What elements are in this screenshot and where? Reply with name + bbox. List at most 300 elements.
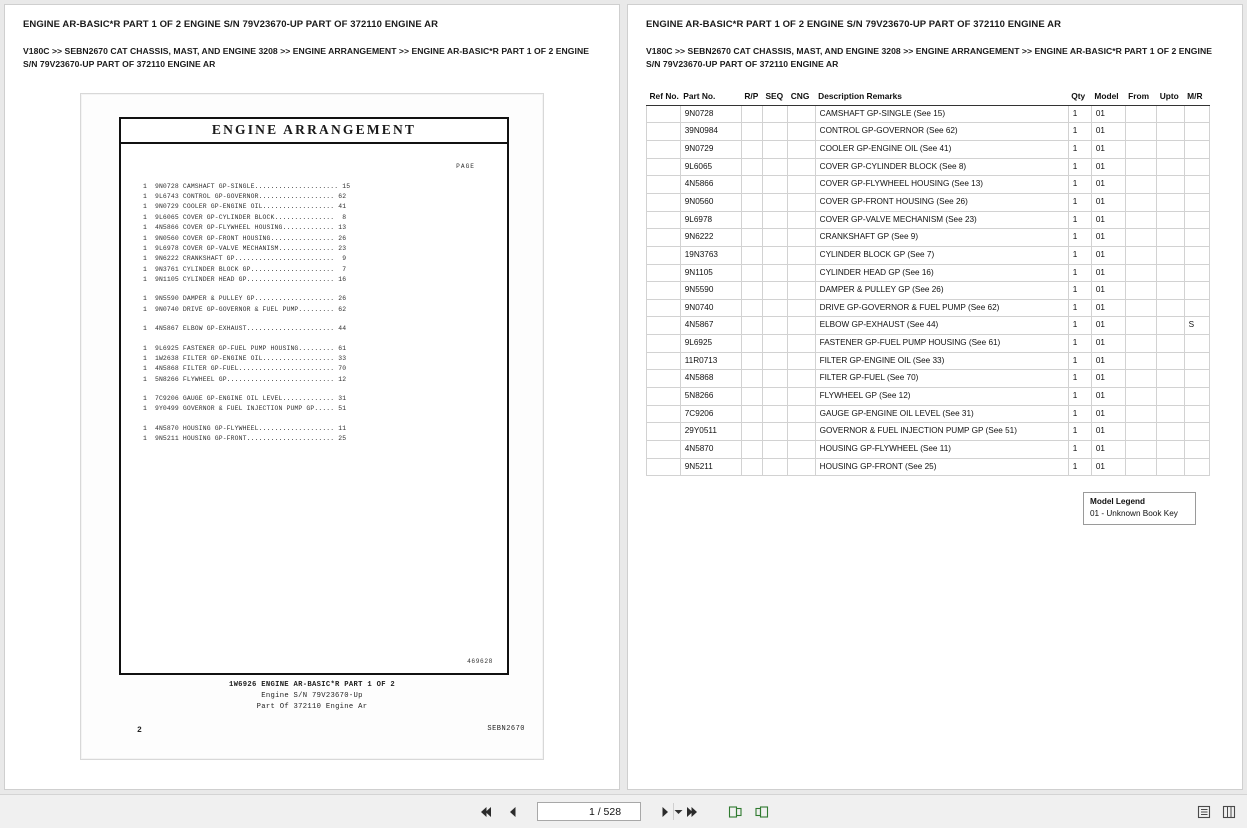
cell-part-no: 9N5590 [680, 282, 741, 300]
cell-seq [762, 458, 787, 476]
cell-part-no: 9N0729 [680, 140, 741, 158]
scan-index-line: 1 9N1105 CYLINDER HEAD GP...................... 16 [143, 276, 347, 284]
cell-qty: 1 [1068, 229, 1091, 247]
cell-ref-no [647, 317, 681, 335]
cell-description: HOUSING GP-FRONT (See 25) [815, 458, 1068, 476]
cell-cng [788, 317, 815, 335]
cell-cng [788, 335, 815, 353]
table-row[interactable] [647, 193, 1210, 211]
cell-seq [762, 282, 787, 300]
cell-from [1125, 299, 1157, 317]
cell-part-no: 11R0713 [680, 352, 741, 370]
cell-seq [762, 370, 787, 388]
scan-index-line: 1 4N5868 FILTER GP-FUEL........................ 70 [143, 365, 347, 373]
scan-index-line: 1 9L6925 FASTENER GP-FUEL PUMP HOUSING......... 61 [143, 344, 347, 352]
cell-cng [788, 211, 815, 229]
cell-from [1125, 317, 1157, 335]
cell-upto [1157, 229, 1184, 247]
cell-model: 01 [1091, 105, 1125, 123]
table-row[interactable] [647, 317, 1210, 335]
cell-description: COOLER GP-ENGINE OIL (See 41) [815, 140, 1068, 158]
table-row[interactable] [647, 335, 1210, 353]
cell-cng [788, 352, 815, 370]
cell-model: 01 [1091, 264, 1125, 282]
cell-seq [762, 388, 787, 406]
cell-rp [741, 388, 762, 406]
cell-mr [1184, 282, 1209, 300]
cell-rp [741, 458, 762, 476]
scan-index-line: 1 9N6222 CRANKSHAFT GP......................... 9 [143, 255, 347, 263]
cell-description: ELBOW GP-EXHAUST (See 44) [815, 317, 1068, 335]
cell-qty: 1 [1068, 388, 1091, 406]
cell-cng [788, 299, 815, 317]
cell-description: FASTENER GP-FUEL PUMP HOUSING (See 61) [815, 335, 1068, 353]
cell-qty: 1 [1068, 193, 1091, 211]
cell-part-no: 9N6222 [680, 229, 741, 247]
cell-upto [1157, 282, 1184, 300]
cell-mr [1184, 140, 1209, 158]
cell-part-no: 29Y0511 [680, 423, 741, 441]
column-header-upto[interactable]: Upto [1157, 91, 1184, 106]
cell-ref-no [647, 140, 681, 158]
cell-seq [762, 140, 787, 158]
cell-from [1125, 193, 1157, 211]
left-page-pane[interactable] [4, 4, 620, 790]
cell-ref-no [647, 105, 681, 123]
cell-seq [762, 405, 787, 423]
cell-seq [762, 441, 787, 459]
cell-description: COVER GP-FLYWHEEL HOUSING (See 13) [815, 176, 1068, 194]
cell-ref-no [647, 211, 681, 229]
cell-model: 01 [1091, 211, 1125, 229]
cell-rp [741, 193, 762, 211]
cell-rp [741, 370, 762, 388]
cell-rp [741, 158, 762, 176]
bookmarks-panel-icon[interactable] [1195, 803, 1212, 820]
cell-description: DAMPER & PULLEY GP (See 26) [815, 282, 1068, 300]
cell-description: CAMSHAFT GP-SINGLE (See 15) [815, 105, 1068, 123]
scan-index-line: 1 7C9206 GAUGE GP-ENGINE OIL LEVEL............. 31 [143, 395, 347, 403]
scan-page-column-label: PAGE [456, 162, 475, 170]
cell-upto [1157, 176, 1184, 194]
cell-rp [741, 299, 762, 317]
cell-description: FLYWHEEL GP (See 12) [815, 388, 1068, 406]
scan-caption-line-3: Part Of 372110 Engine Ar [256, 702, 368, 711]
table-row[interactable] [647, 123, 1210, 141]
cell-rp [741, 441, 762, 459]
cell-part-no: 9L6925 [680, 335, 741, 353]
cell-model: 01 [1091, 229, 1125, 247]
cell-qty: 1 [1068, 370, 1091, 388]
cell-upto [1157, 158, 1184, 176]
parts-table-header [647, 91, 1210, 106]
cell-ref-no [647, 282, 681, 300]
cell-description: CYLINDER HEAD GP (See 16) [815, 264, 1068, 282]
cell-rp [741, 211, 762, 229]
cell-upto [1157, 211, 1184, 229]
cell-rp [741, 140, 762, 158]
cell-description: DRIVE GP-GOVERNOR & FUEL PUMP (See 62) [815, 299, 1068, 317]
cell-from [1125, 388, 1157, 406]
cell-mr [1184, 388, 1209, 406]
parts-table-body [647, 105, 1210, 476]
cell-model: 01 [1091, 335, 1125, 353]
cell-mr [1184, 193, 1209, 211]
cell-ref-no [647, 370, 681, 388]
cell-mr [1184, 246, 1209, 264]
cell-model: 01 [1091, 246, 1125, 264]
cell-description: CYLINDER BLOCK GP (See 7) [815, 246, 1068, 264]
cell-rp [741, 423, 762, 441]
cell-from [1125, 105, 1157, 123]
cell-seq [762, 423, 787, 441]
scan-index-line: 1 4N5866 COVER GP-FLYWHEEL HOUSING............. 13 [143, 224, 347, 232]
cell-model: 01 [1091, 370, 1125, 388]
first-page-button[interactable] [478, 803, 495, 820]
cell-upto [1157, 388, 1184, 406]
cell-description: FILTER GP-ENGINE OIL (See 33) [815, 352, 1068, 370]
cell-from [1125, 282, 1157, 300]
scan-heading-bar [121, 119, 507, 144]
cell-qty: 1 [1068, 441, 1091, 459]
cell-rp [741, 317, 762, 335]
cell-rp [741, 229, 762, 247]
cell-qty: 1 [1068, 458, 1091, 476]
table-row[interactable] [647, 370, 1210, 388]
cell-description: FILTER GP-FUEL (See 70) [815, 370, 1068, 388]
cell-ref-no [647, 246, 681, 264]
cell-qty: 1 [1068, 123, 1091, 141]
cell-cng [788, 229, 815, 247]
cell-cng [788, 123, 815, 141]
scan-book-number: SEBN2670 [487, 724, 525, 733]
cell-part-no: 9N1105 [680, 264, 741, 282]
cell-part-no: 9L6065 [680, 158, 741, 176]
cell-qty: 1 [1068, 317, 1091, 335]
cell-part-no: 19N3763 [680, 246, 741, 264]
cell-model: 01 [1091, 405, 1125, 423]
cell-cng [788, 405, 815, 423]
cell-mr [1184, 158, 1209, 176]
cell-mr: S [1184, 317, 1209, 335]
cell-mr [1184, 335, 1209, 353]
scan-index-line: 1 9Y0499 GOVERNOR & FUEL INJECTION PUMP GP..... 51 [143, 405, 347, 413]
cell-description: GAUGE GP-ENGINE OIL LEVEL (See 31) [815, 405, 1068, 423]
scan-index-line: 1 9N0729 COOLER GP-ENGINE OIL.................. 41 [143, 203, 347, 211]
scan-spacer [143, 335, 485, 344]
single-page-view-icon[interactable] [727, 803, 744, 820]
cell-part-no: 4N5867 [680, 317, 741, 335]
cell-rp [741, 335, 762, 353]
cell-part-no: 39N0984 [680, 123, 741, 141]
table-row[interactable] [647, 441, 1210, 459]
cell-qty: 1 [1068, 158, 1091, 176]
cell-cng [788, 370, 815, 388]
scan-index-line: 1 4N5870 HOUSING GP-FLYWHEEL................... 11 [143, 424, 347, 432]
cell-description: GOVERNOR & FUEL INJECTION PUMP GP (See 51) [815, 423, 1068, 441]
cell-part-no: 9N0740 [680, 299, 741, 317]
cell-rp [741, 176, 762, 194]
cell-from [1125, 158, 1157, 176]
cell-upto [1157, 370, 1184, 388]
cell-ref-no [647, 123, 681, 141]
cell-cng [788, 423, 815, 441]
scan-index-line: 1 9L6978 COVER GP-VALVE MECHANISM.............. 23 [143, 244, 347, 252]
cell-description: CRANKSHAFT GP (See 9) [815, 229, 1068, 247]
column-header-part-no[interactable]: Part No. [680, 91, 741, 106]
cell-ref-no [647, 158, 681, 176]
cell-model: 01 [1091, 317, 1125, 335]
column-header-description[interactable]: Description Remarks [815, 91, 1068, 106]
cell-from [1125, 370, 1157, 388]
table-row[interactable] [647, 176, 1210, 194]
cell-mr [1184, 458, 1209, 476]
table-row[interactable] [647, 158, 1210, 176]
cell-cng [788, 458, 815, 476]
cell-part-no: 5N8266 [680, 388, 741, 406]
table-row[interactable] [647, 229, 1210, 247]
cell-ref-no [647, 423, 681, 441]
cell-mr [1184, 176, 1209, 194]
cell-from [1125, 211, 1157, 229]
scan-index-line: 1 1W2638 FILTER GP-ENGINE OIL.................. 33 [143, 354, 347, 362]
cell-part-no: 9L6978 [680, 211, 741, 229]
scan-index-line: 1 9N0560 COVER GP-FRONT HOUSING................ 26 [143, 234, 347, 242]
scan-heading-text: ENGINE ARRANGEMENT [211, 122, 417, 138]
cell-model: 01 [1091, 140, 1125, 158]
cell-cng [788, 105, 815, 123]
cell-description: COVER GP-VALVE MECHANISM (See 23) [815, 211, 1068, 229]
scan-index-line: 1 9N3761 CYLINDER BLOCK GP..................... 7 [143, 265, 347, 273]
cell-model: 01 [1091, 299, 1125, 317]
scan-index-block-3 [143, 324, 485, 334]
column-header-ref-no[interactable]: Ref No. [647, 91, 681, 106]
cell-upto [1157, 441, 1184, 459]
scan-index-block-6 [143, 424, 485, 445]
cell-qty: 1 [1068, 335, 1091, 353]
table-row[interactable] [647, 282, 1210, 300]
cell-rp [741, 405, 762, 423]
cell-ref-no [647, 388, 681, 406]
cell-upto [1157, 423, 1184, 441]
column-header-model[interactable]: Model [1091, 91, 1125, 106]
table-row[interactable] [647, 105, 1210, 123]
scan-index-line: 1 4N5867 ELBOW GP-EXHAUST...................... 44 [143, 325, 347, 333]
cell-from [1125, 264, 1157, 282]
scan-spacer [143, 415, 485, 424]
cell-ref-no [647, 352, 681, 370]
cell-seq [762, 105, 787, 123]
page-title-right: ENGINE AR-BASIC*R PART 1 OF 2 ENGINE S/N 79V23670-UP PART OF 372110 ENGINE AR [646, 19, 1062, 30]
column-header-qty[interactable]: Qty [1068, 91, 1091, 106]
cell-from [1125, 441, 1157, 459]
scan-caption-line-1: 1W6926 ENGINE AR-BASIC*R PART 1 OF 2 [228, 680, 396, 689]
cell-model: 01 [1091, 282, 1125, 300]
model-legend [1083, 492, 1196, 525]
cell-upto [1157, 405, 1184, 423]
table-row[interactable] [647, 246, 1210, 264]
cell-upto [1157, 105, 1184, 123]
last-page-button[interactable] [683, 803, 700, 820]
cell-from [1125, 176, 1157, 194]
cell-seq [762, 246, 787, 264]
cell-ref-no [647, 458, 681, 476]
cell-qty: 1 [1068, 405, 1091, 423]
cell-qty: 1 [1068, 176, 1091, 194]
scan-index-line: 1 9N0728 CAMSHAFT GP-SINGLE..................... 15 [143, 182, 351, 190]
cell-qty: 1 [1068, 352, 1091, 370]
cell-upto [1157, 264, 1184, 282]
scan-index-line: 1 9L6743 CONTROL GP-GOVERNOR................... 62 [143, 193, 347, 201]
cell-from [1125, 352, 1157, 370]
cell-from [1125, 140, 1157, 158]
column-header-rp[interactable]: R/P [741, 91, 762, 106]
cell-model: 01 [1091, 388, 1125, 406]
cell-from [1125, 123, 1157, 141]
cell-model: 01 [1091, 158, 1125, 176]
cell-cng [788, 193, 815, 211]
cell-rp [741, 123, 762, 141]
cell-from [1125, 246, 1157, 264]
page-title-left: ENGINE AR-BASIC*R PART 1 OF 2 ENGINE S/N 79V23670-UP PART OF 372110 ENGINE AR [23, 19, 439, 30]
table-row[interactable] [647, 140, 1210, 158]
cell-seq [762, 335, 787, 353]
cell-upto [1157, 140, 1184, 158]
cell-part-no: 9N0560 [680, 193, 741, 211]
table-row[interactable] [647, 388, 1210, 406]
cell-upto [1157, 246, 1184, 264]
cell-qty: 1 [1068, 211, 1091, 229]
right-parts-pane[interactable] [627, 4, 1243, 790]
cell-mr [1184, 441, 1209, 459]
chevron-down-icon[interactable] [673, 803, 683, 820]
cell-qty: 1 [1068, 105, 1091, 123]
scan-index-block-5 [143, 394, 485, 415]
scanned-page-image[interactable] [80, 93, 544, 760]
table-row[interactable] [647, 299, 1210, 317]
page-number-input[interactable] [538, 803, 673, 820]
cell-upto [1157, 299, 1184, 317]
cell-upto [1157, 458, 1184, 476]
cell-from [1125, 458, 1157, 476]
breadcrumb-right: V180C >> SEBN2670 CAT CHASSIS, MAST, AND ENGINE 3208 >> ENGINE ARRANGEMENT >> ENGINE AR-BASIC*R PART 1 OF 2 ENGINE S/N 79V23670-UP PART OF 372110 ENGINE AR [646, 45, 1213, 69]
drawing-code: 469628 [467, 657, 493, 665]
cell-cng [788, 176, 815, 194]
column-header-from[interactable]: From [1125, 91, 1157, 106]
scan-index-line: 1 9N5211 HOUSING GP-FRONT...................... 25 [143, 435, 347, 443]
viewer-toolbar [0, 794, 1247, 828]
cell-seq [762, 264, 787, 282]
scan-page-number: 2 [137, 725, 142, 735]
cell-seq [762, 211, 787, 229]
cell-qty: 1 [1068, 423, 1091, 441]
cell-qty: 1 [1068, 264, 1091, 282]
scan-spacer [143, 315, 485, 324]
cell-mr [1184, 352, 1209, 370]
model-legend-entry: 01 - Unknown Book Key [1090, 509, 1178, 519]
pagination-controls [478, 802, 770, 821]
table-row[interactable] [647, 458, 1210, 476]
cell-upto [1157, 317, 1184, 335]
breadcrumb-left: V180C >> SEBN2670 CAT CHASSIS, MAST, AND ENGINE 3208 >> ENGINE ARRANGEMENT >> ENGINE AR-BASIC*R PART 1 OF 2 ENGINE S/N 79V23670-UP PART OF 372110 ENGINE AR [23, 45, 590, 69]
cell-rp [741, 282, 762, 300]
cell-part-no: 9N0728 [680, 105, 741, 123]
cell-upto [1157, 123, 1184, 141]
cell-cng [788, 264, 815, 282]
cell-mr [1184, 405, 1209, 423]
cell-model: 01 [1091, 423, 1125, 441]
cell-ref-no [647, 441, 681, 459]
cell-from [1125, 229, 1157, 247]
page-number-field[interactable] [537, 802, 641, 821]
cell-mr [1184, 229, 1209, 247]
cell-mr [1184, 370, 1209, 388]
cell-mr [1184, 299, 1209, 317]
scan-index-block-2 [143, 294, 485, 315]
cell-model: 01 [1091, 458, 1125, 476]
cell-mr [1184, 105, 1209, 123]
table-row[interactable] [647, 423, 1210, 441]
cell-seq [762, 299, 787, 317]
cell-upto [1157, 193, 1184, 211]
parts-table [646, 91, 1210, 477]
parts-table-wrapper [646, 91, 1224, 526]
cell-mr [1184, 264, 1209, 282]
cell-cng [788, 282, 815, 300]
cell-cng [788, 388, 815, 406]
cell-seq [762, 158, 787, 176]
cell-qty: 1 [1068, 140, 1091, 158]
column-header-mr[interactable]: M/R [1184, 91, 1209, 106]
cell-qty: 1 [1068, 246, 1091, 264]
cell-cng [788, 140, 815, 158]
cell-ref-no [647, 193, 681, 211]
cell-seq [762, 352, 787, 370]
cell-seq [762, 317, 787, 335]
table-row[interactable] [647, 264, 1210, 282]
thumbnails-panel-icon[interactable] [1220, 803, 1237, 820]
scan-caption [81, 680, 543, 713]
cell-part-no: 9N5211 [680, 458, 741, 476]
cell-seq [762, 123, 787, 141]
cell-part-no: 4N5866 [680, 176, 741, 194]
table-row[interactable] [647, 352, 1210, 370]
table-row[interactable] [647, 211, 1210, 229]
facing-page-view-icon[interactable] [753, 803, 770, 820]
cell-rp [741, 264, 762, 282]
cell-from [1125, 335, 1157, 353]
cell-ref-no [647, 405, 681, 423]
cell-ref-no [647, 299, 681, 317]
cell-model: 01 [1091, 176, 1125, 194]
table-row[interactable] [647, 405, 1210, 423]
previous-page-button[interactable] [504, 803, 521, 820]
cell-rp [741, 246, 762, 264]
scan-index-body [121, 144, 507, 673]
cell-cng [788, 441, 815, 459]
column-header-seq[interactable]: SEQ [762, 91, 787, 106]
scan-index-line: 1 9L6065 COVER GP-CYLINDER BLOCK............... 8 [143, 213, 347, 221]
cell-mr [1184, 211, 1209, 229]
cell-description: COVER GP-FRONT HOUSING (See 26) [815, 193, 1068, 211]
scan-illustration-frame [119, 117, 509, 675]
cell-description: CONTROL GP-GOVERNOR (See 62) [815, 123, 1068, 141]
cell-model: 01 [1091, 352, 1125, 370]
table-header-row [647, 91, 1210, 106]
cell-seq [762, 229, 787, 247]
column-header-cng[interactable]: CNG [788, 91, 815, 106]
model-legend-title: Model Legend [1090, 497, 1146, 507]
